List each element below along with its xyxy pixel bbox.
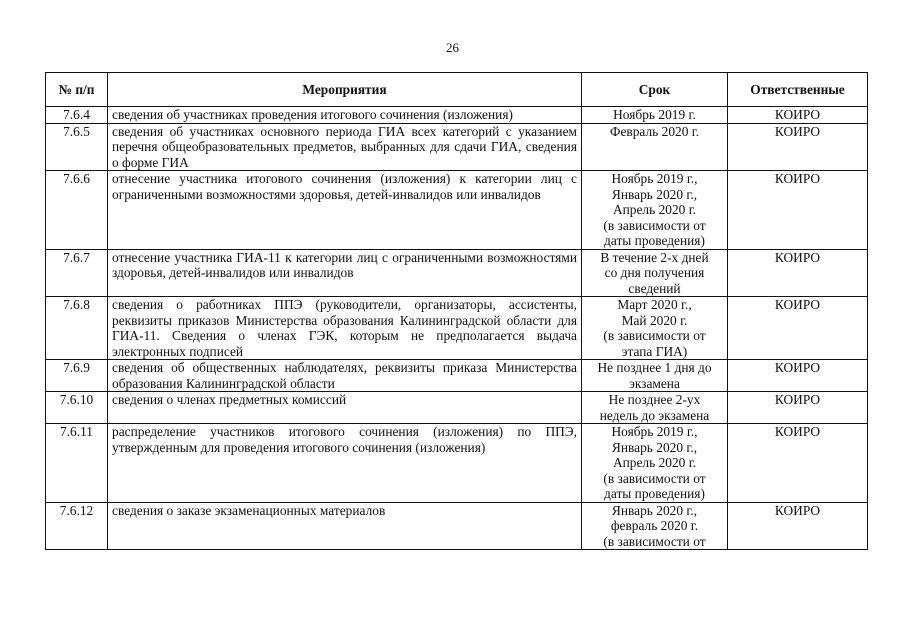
table-row	[46, 123, 868, 171]
table-row	[46, 502, 868, 550]
page-cut-edge	[0, 615, 905, 640]
term-line: (в зависимости от	[603, 217, 706, 233]
row-event: распределение участников итогового сочинения (изложения) по ППЭ, утвержденным для проведения итогового сочинения (изложения)	[108, 424, 582, 503]
row-number: 7.6.10	[46, 392, 108, 424]
term-line: Февраль 2020 г.	[609, 123, 700, 139]
row-event: сведения об участниках основного периода ГИА всех категорий с указанием перечня общеобразовательных предметов, выбранных для сдачи ГИА, сведения о форме ГИА	[108, 123, 582, 171]
term-line: февраль 2020 г.	[610, 518, 699, 533]
term-line: сведений	[628, 280, 681, 296]
row-responsible: КОИРО	[728, 171, 868, 250]
row-number: 7.6.4	[46, 107, 108, 124]
term-line: Апрель 2020 г.	[612, 202, 697, 217]
table-row	[46, 249, 868, 297]
row-event: сведения о членах предметных комиссий	[108, 392, 582, 424]
term-line: Январь 2020 г.,	[611, 439, 698, 455]
header-num: № п/п	[46, 73, 108, 107]
row-event: сведения об общественных наблюдателях, реквизиты приказа Министерства образования Калининградской области	[108, 360, 582, 392]
term-line: экзамена	[629, 375, 680, 391]
table-header-row	[46, 73, 868, 107]
term-line: Не позднее 1 дня до	[597, 360, 712, 375]
row-event: сведения о заказе экзаменационных материалов	[108, 502, 582, 550]
row-responsible: КОИРО	[728, 360, 868, 392]
row-event: сведения об участниках проведения итогового сочинения (изложения)	[108, 107, 582, 124]
row-term	[582, 249, 728, 297]
row-event: отнесение участника ГИА-11 к категории лиц с ограниченными возможностями здоровья, детей-инвалидов или инвалидов	[108, 249, 582, 297]
row-term	[582, 123, 728, 171]
row-responsible: КОИРО	[728, 392, 868, 424]
term-line: даты проведения)	[604, 233, 705, 248]
row-term	[582, 360, 728, 392]
term-line: В течение 2-х дней	[600, 249, 709, 265]
term-line: недель до экзамена	[599, 407, 710, 423]
schedule-table	[45, 72, 868, 550]
row-event: отнесение участника итогового сочинения (изложения) к категории лиц с ограниченными возможностями здоровья, детей-инвалидов или инвалидов	[108, 171, 582, 250]
term-line: этапа ГИА)	[621, 343, 688, 359]
table-body	[46, 107, 868, 550]
term-line: Не позднее 2-ух	[608, 392, 701, 407]
header-event: Мероприятия	[108, 73, 582, 107]
term-line: (в зависимости от	[603, 470, 706, 486]
row-responsible: КОИРО	[728, 502, 868, 550]
header-responsible: Ответственные	[728, 73, 868, 107]
row-number: 7.6.7	[46, 249, 108, 297]
term-line: Март 2020 г.,	[617, 297, 692, 312]
header-term: Срок	[582, 73, 728, 107]
row-responsible: КОИРО	[728, 107, 868, 124]
row-responsible: КОИРО	[728, 297, 868, 360]
row-number: 7.6.6	[46, 171, 108, 250]
term-line: Январь 2020 г.,	[611, 186, 698, 202]
term-line: Ноябрь 2019 г.,	[611, 424, 698, 439]
term-line: Апрель 2020 г.	[612, 455, 697, 470]
row-number: 7.6.5	[46, 123, 108, 171]
table-row	[46, 107, 868, 124]
table-row	[46, 392, 868, 424]
row-term	[582, 424, 728, 503]
term-line: (в зависимости от	[603, 328, 706, 343]
row-number: 7.6.12	[46, 502, 108, 550]
term-line: (в зависимости от	[603, 533, 706, 549]
row-term	[582, 171, 728, 250]
term-line: Ноябрь 2019 г.	[613, 107, 696, 122]
row-term	[582, 297, 728, 360]
page-number: 26	[446, 40, 459, 55]
table-row	[46, 171, 868, 250]
row-number: 7.6.9	[46, 360, 108, 392]
row-event: сведения о работниках ППЭ (руководители, организаторы, ассистенты, реквизиты приказов Министерства образования Калининградской области для ГИА-11. Сведения о членах ГЭК, которым не предполагается выдача электронных подписей	[108, 297, 582, 360]
term-line: со дня получения	[604, 265, 705, 280]
row-number: 7.6.8	[46, 297, 108, 360]
term-line: Май 2020 г.	[621, 312, 688, 328]
row-responsible: КОИРО	[728, 249, 868, 297]
table-row	[46, 360, 868, 392]
term-line: даты проведения)	[604, 486, 705, 501]
row-responsible: КОИРО	[728, 424, 868, 503]
term-line: Январь 2020 г.,	[611, 502, 698, 518]
table-row	[46, 297, 868, 360]
table-row	[46, 424, 868, 503]
row-term	[582, 502, 728, 550]
row-responsible: КОИРО	[728, 123, 868, 171]
row-term	[582, 107, 728, 124]
row-term	[582, 392, 728, 424]
row-number: 7.6.11	[46, 424, 108, 503]
term-line: Ноябрь 2019 г.,	[611, 171, 698, 186]
